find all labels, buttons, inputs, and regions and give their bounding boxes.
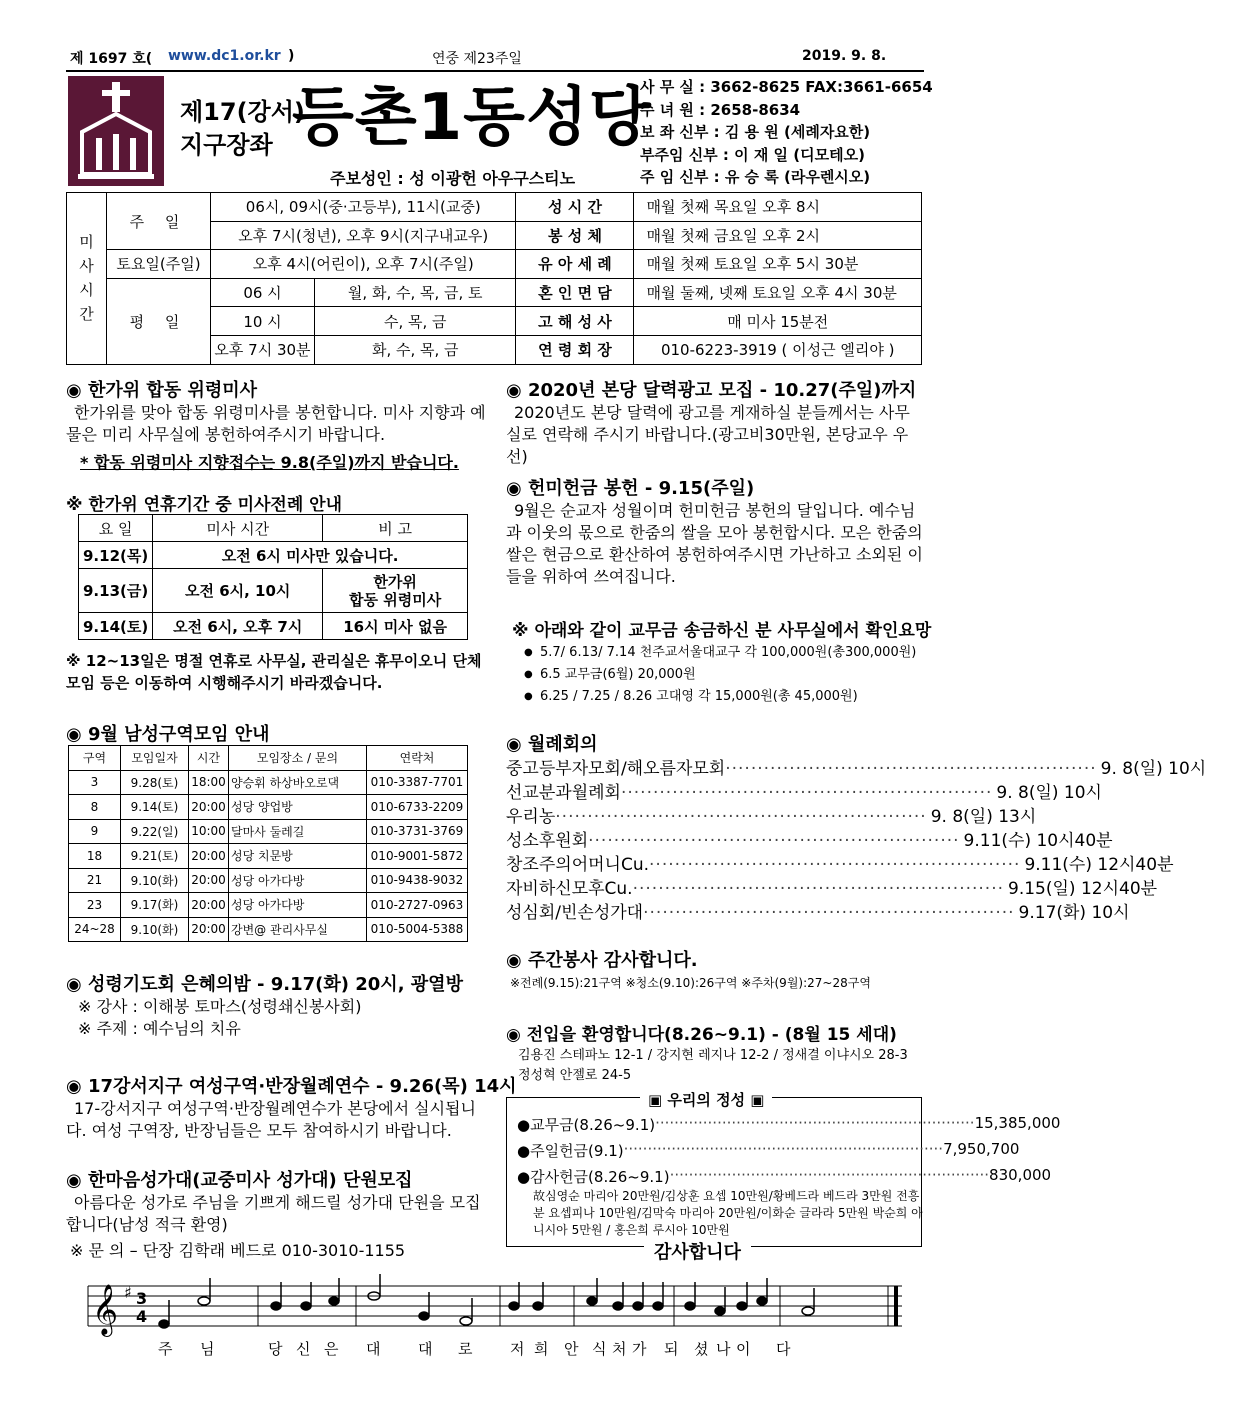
offering-amount: 830,000 bbox=[989, 1166, 1052, 1184]
holiday-mass-table bbox=[78, 514, 468, 640]
meeting-name: 우리농 bbox=[506, 807, 556, 827]
meeting-when: 9. 8(일) 10시 bbox=[1100, 759, 1207, 779]
meeting-when: 9.17(화) 10시 bbox=[1018, 903, 1130, 923]
group-cell: 9.17(화) bbox=[121, 893, 189, 918]
svg-text:3: 3 bbox=[136, 1289, 148, 1308]
contact-pastor: 주 임 신부 : 유 승 록 (라우렌시오) bbox=[640, 168, 871, 187]
lyric-syllable: 저 bbox=[510, 1340, 525, 1358]
meeting-name: 성심회/빈손성가대 bbox=[506, 903, 644, 923]
lyric-syllable: 나 bbox=[716, 1340, 731, 1358]
group-head-area: 구역 bbox=[69, 746, 121, 771]
district-label bbox=[180, 96, 305, 162]
group-cell: 20:00 bbox=[189, 893, 229, 918]
weekday-days-0: 월, 화, 수, 목, 금, 토 bbox=[315, 278, 516, 307]
lyric-syllable: 셨 bbox=[694, 1340, 709, 1358]
service-title: ◉ 주간봉사 감사합니다. bbox=[506, 950, 698, 971]
meeting-name: 중고등부자모회/해오름자모회 bbox=[506, 759, 726, 779]
choir-text: 아름다운 성가로 주님을 기쁘게 해드릴 성가대 단원을 모집합니다(남성 적극 환영) bbox=[66, 1193, 481, 1234]
holiday-head-day: 요 일 bbox=[79, 515, 153, 542]
offering-amount: 7,950,700 bbox=[943, 1140, 1020, 1158]
lyric-syllable: 식 bbox=[592, 1340, 607, 1358]
group-cell: 23 bbox=[69, 893, 121, 918]
table-row bbox=[69, 893, 468, 918]
prayer-theme: ※ 주제 : 예수님의 치유 bbox=[78, 1019, 241, 1038]
group-cell: 010-3387-7701 bbox=[367, 770, 468, 795]
lyric-syllable: 희 bbox=[534, 1340, 549, 1358]
right-label-0: 성 시 간 bbox=[516, 193, 634, 222]
group-head-time: 시간 bbox=[189, 746, 229, 771]
meeting-name: 성소후원회 bbox=[506, 831, 589, 851]
weekday-label: 평 일 bbox=[107, 278, 211, 364]
right-label-2: 유 아 세 례 bbox=[516, 250, 634, 279]
list-item: ● 5.7/ 6.13/ 7.14 천주교서울대교구 각 100,000원(총300,000원) bbox=[522, 642, 924, 664]
group-head-place: 모임장소 / 문의 bbox=[229, 746, 367, 771]
right-value-1: 매월 첫째 금요일 오후 2시 bbox=[634, 221, 922, 250]
group-cell: 성당 아가다방 bbox=[229, 893, 367, 918]
meeting-when: 9.15(일) 12시40분 bbox=[1008, 879, 1158, 899]
offering-box bbox=[506, 1097, 1061, 1247]
group-cell: 20:00 bbox=[189, 844, 229, 869]
svg-text:𝄞: 𝄞 bbox=[92, 1284, 119, 1335]
dues-title: ※ 아래와 같이 교무금 송금하신 분 사무실에서 확인요망 bbox=[512, 621, 932, 641]
district-line-2: 지구장좌 bbox=[180, 131, 273, 159]
table-row bbox=[69, 844, 468, 869]
lyric-syllable: 이 bbox=[736, 1340, 751, 1358]
issue-url[interactable]: www.dc1.or.kr bbox=[168, 48, 281, 64]
table-row bbox=[69, 868, 468, 893]
welcome-title: ◉ 전입을 환영합니다(8.26~9.1) - (8월 15 세대) bbox=[506, 1025, 897, 1045]
offering-note: 故심영순 마리아 20만원/김상훈 요셉 10만원/황베드라 베드라 3만원 전흥분 요셉피나 10만원/김막숙 마리아 20만원/이화순 글라라 5만원 박순희 아니시아 5만원 / 홍은희 루시아 10만원 bbox=[533, 1189, 923, 1237]
holiday-time-2: 오전 6시, 오후 7시 bbox=[153, 613, 323, 640]
choir-contact: ※ 문 의 – 단장 김학래 베드로 010-3010-1155 bbox=[70, 1241, 406, 1260]
lyric-syllable: 가 bbox=[632, 1340, 647, 1358]
right-value-3: 매월 둘째, 넷째 토요일 오후 4시 30분 bbox=[634, 278, 922, 307]
meeting-name: 자비하신모후Cu. bbox=[506, 879, 633, 899]
group-cell: 9.14(토) bbox=[121, 795, 189, 820]
issue-url-close: ) bbox=[288, 48, 295, 64]
mass-side-label: 미 사 시 간 bbox=[67, 193, 107, 365]
table-row bbox=[69, 917, 468, 942]
group-cell: 10:00 bbox=[189, 819, 229, 844]
calendar-title: ◉ 2020년 본당 달력광고 모집 - 10.27(주일)까지 bbox=[506, 380, 917, 401]
holiday-day-2: 9.14(토) bbox=[79, 613, 153, 640]
holiday-head-time: 미사 시간 bbox=[153, 515, 323, 542]
offering-row: ●교무금(8.26~9.1) ··································································· 15,385,000 bbox=[517, 1114, 1061, 1134]
group-cell: 010-2727-0963 bbox=[367, 893, 468, 918]
list-item: 선교분과월례회 ·························································· 9. 8(일) 10시 bbox=[506, 781, 922, 805]
lyric-syllable: 주 bbox=[158, 1340, 173, 1358]
thanks-label: 감사합니다 bbox=[644, 1238, 751, 1264]
group-title: ◉ 9월 남성구역모임 안내 bbox=[66, 724, 270, 745]
church-name: 등촌1동성당 bbox=[292, 81, 652, 155]
prayer-title: ◉ 성령기도회 은혜의밤 - 9.17(화) 20시, 광열방 bbox=[66, 974, 463, 995]
group-cell: 8 bbox=[69, 795, 121, 820]
offering-amount: 15,385,000 bbox=[974, 1114, 1061, 1132]
offering-title: ▣ 우리의 정성 ▣ bbox=[640, 1089, 772, 1110]
meeting-when: 9.11(수) 12시40분 bbox=[1024, 855, 1174, 875]
rice-text: 9월은 순교자 성월이며 헌미헌금 봉헌의 달입니다. 예수님과 이웃의 몫으로 한줌의 쌀을 모아 봉헌합시다. 모은 한줌의 쌀은 현금으로 환산하여 봉헌하여주시면 가난하고 소외된 이들을 위하여 쓰여집니다. bbox=[506, 501, 923, 586]
list-item: ● 6.25 / 7.25 / 8.26 고대영 각 15,000원(총 45,000원) bbox=[522, 686, 924, 708]
svg-text:♯: ♯ bbox=[124, 1283, 132, 1302]
group-cell: 010-9438-9032 bbox=[367, 868, 468, 893]
saturday-label: 토요일(주일) bbox=[107, 250, 211, 279]
mass-schedule-table bbox=[66, 192, 922, 365]
contact-list bbox=[640, 76, 933, 189]
group-cell: 성당 양업방 bbox=[229, 795, 367, 820]
list-item: 창조주의어머니Cu. ·························································· 9.11(수) 12시40분 bbox=[506, 855, 1174, 875]
group-cell: 21 bbox=[69, 868, 121, 893]
group-meeting-table bbox=[68, 745, 468, 942]
holiday-head-note: 비 고 bbox=[323, 515, 468, 542]
group-cell: 18 bbox=[69, 844, 121, 869]
group-cell: 20:00 bbox=[189, 795, 229, 820]
holiday-note-1: 한가위 합동 위령미사 bbox=[323, 569, 468, 613]
rice-title: ◉ 헌미헌금 봉헌 - 9.15(주일) bbox=[506, 478, 755, 499]
holiday-note-2: 16시 미사 없음 bbox=[323, 613, 468, 640]
weekday-days-1: 수, 목, 금 bbox=[315, 307, 516, 336]
svg-text:4: 4 bbox=[136, 1307, 148, 1326]
lyric-syllable: 처 bbox=[612, 1340, 627, 1358]
list-item: ● 6.5 교무금(6월) 20,000원 bbox=[522, 664, 924, 686]
holiday-time-0: 오전 6시 미사만 있습니다. bbox=[153, 542, 468, 569]
right-label-4: 고 해 성 사 bbox=[516, 307, 634, 336]
right-label-1: 봉 성 체 bbox=[516, 221, 634, 250]
holiday-day-0: 9.12(목) bbox=[79, 542, 153, 569]
weekday-time-2: 오후 7시 30분 bbox=[211, 335, 315, 364]
prayer-speaker: ※ 강사 : 이해봉 토마스(성령쇄신봉사회) bbox=[78, 997, 362, 1016]
group-head-contact: 연락처 bbox=[367, 746, 468, 771]
list-item: 성심회/빈손성가대 ·························································· 9.17(화) 10시 bbox=[506, 901, 922, 925]
lyric-syllable: 은 bbox=[324, 1340, 339, 1358]
lyric-syllable: 님 bbox=[200, 1340, 215, 1358]
offering-name: ●감사헌금(8.26~9.1) bbox=[517, 1168, 670, 1186]
group-cell: 20:00 bbox=[189, 917, 229, 942]
right-label-3: 혼 인 면 담 bbox=[516, 278, 634, 307]
lyric-syllable: 신 bbox=[296, 1340, 311, 1358]
lyric-syllable: 로 bbox=[458, 1340, 473, 1358]
lyric-syllable: 대 bbox=[418, 1340, 433, 1358]
table-row bbox=[69, 770, 468, 795]
right-value-4: 매 미사 15분전 bbox=[634, 307, 922, 336]
weekday-time-0: 06 시 bbox=[211, 278, 315, 307]
group-cell: 010-9001-5872 bbox=[367, 844, 468, 869]
table-row bbox=[69, 795, 468, 820]
calendar-text: 2020년도 본당 달력에 광고를 게재하실 분들께서는 사무실로 연락해 주시기 바랍니다.(광고비30만원, 본당교우 우선) bbox=[506, 403, 910, 466]
women-text: 17-강서지구 여성구역·반장월례연수가 본당에서 실시됩니다. 여성 구역장, 반장님들은 모두 참여하시기 바랍니다. bbox=[66, 1099, 476, 1140]
sunday-label: 주 일 bbox=[107, 193, 211, 250]
meeting-name: 선교분과월례회 bbox=[506, 783, 621, 803]
meeting-when: 9. 8(일) 13시 bbox=[930, 807, 1037, 827]
group-cell: 010-6733-2209 bbox=[367, 795, 468, 820]
issue-number: 제 1697 호( bbox=[70, 51, 153, 67]
group-cell: 20:00 bbox=[189, 868, 229, 893]
dues-list bbox=[506, 642, 924, 708]
holiday-note: ※ 12~13일은 명절 연휴로 사무실, 관리실은 휴무이오니 단체모임 등은 이동하여 시행해주시기 바라겠습니다. bbox=[66, 652, 482, 692]
meeting-name: 창조주의어머니Cu. bbox=[506, 855, 650, 875]
group-cell: 달마사 둘레길 bbox=[229, 819, 367, 844]
weekday-days-2: 화, 수, 목, 금 bbox=[315, 335, 516, 364]
women-title: ◉ 17강서지구 여성구역·반장월례연수 - 9.26(목) 14시 bbox=[66, 1076, 517, 1097]
chuseok-title: ◉ 한가위 합동 위령미사 bbox=[66, 380, 257, 401]
group-cell: 강변@ 관리사무실 bbox=[229, 917, 367, 942]
group-cell: 9.21(토) bbox=[121, 844, 189, 869]
contact-assistant-priest: 보 좌 신부 : 김 용 원 (세례자요한) bbox=[640, 123, 871, 142]
right-value-2: 매월 첫째 토요일 오후 5시 30분 bbox=[634, 250, 922, 279]
patron-saint: 주보성인 : 성 이광헌 아우구스티노 bbox=[330, 169, 576, 188]
meeting-list bbox=[506, 757, 1207, 925]
list-item: 중고등부자모회/해오름자모회 ·························································· 9. 8(일) 10시 bbox=[506, 757, 922, 781]
meeting-when: 9. 8(일) 10시 bbox=[996, 783, 1102, 803]
lyric-syllable: 대 bbox=[366, 1340, 381, 1358]
district-line-1: 제17(강서) bbox=[180, 98, 305, 126]
group-cell: 18:00 bbox=[189, 770, 229, 795]
holiday-time-1: 오전 6시, 10시 bbox=[153, 569, 323, 613]
table-row bbox=[69, 819, 468, 844]
liturgical-week: 연중 제23주일 bbox=[432, 51, 522, 67]
offering-name: ●교무금(8.26~9.1) bbox=[517, 1116, 656, 1134]
list-item: 자비하신모후Cu. ·························································· 9.15(일) 12시40분 bbox=[506, 879, 1158, 899]
group-cell: 9.10(화) bbox=[121, 868, 189, 893]
holiday-title: ※ 한가위 연휴기간 중 미사전례 안내 bbox=[66, 495, 343, 515]
list-item: 성소후원회 ·························································· 9.11(수) 10시40분 bbox=[506, 831, 1113, 851]
chuseok-text: 한가위를 맞아 합동 위령미사를 봉헌합니다. 미사 지향과 예물은 미리 사무실에 봉헌하여주시기 바랍니다. bbox=[66, 403, 486, 444]
group-head-date: 모임일자 bbox=[121, 746, 189, 771]
group-cell: 9.10(화) bbox=[121, 917, 189, 942]
contact-convent: 수 녀 원 : 2658-8634 bbox=[640, 100, 801, 119]
chuseok-note: * 합동 위령미사 지향접수는 9.8(주일)까지 받습니다. bbox=[80, 453, 459, 472]
sunday-times-1: 06시, 09시(중·고등부), 11시(교중) bbox=[211, 193, 516, 222]
meeting-title: ◉ 월례회의 bbox=[506, 734, 598, 755]
issue-header bbox=[70, 48, 922, 70]
header-rule bbox=[66, 70, 924, 72]
group-cell: 9.22(일) bbox=[121, 819, 189, 844]
group-cell: 양승휘 하상바오로댁 bbox=[229, 770, 367, 795]
sunday-times-2: 오후 7시(청년), 오후 9시(지구내교우) bbox=[211, 221, 516, 250]
right-label-5: 연 령 회 장 bbox=[516, 335, 634, 364]
right-value-0: 매월 첫째 목요일 오후 8시 bbox=[634, 193, 922, 222]
lyric-syllable: 되 bbox=[664, 1340, 679, 1358]
choir-title: ◉ 한마음성가대(교중미사 성가대) 단원모집 bbox=[66, 1170, 413, 1191]
group-cell: 3 bbox=[69, 770, 121, 795]
list-item: 우리농 ·························································· 9. 8(일) 13시 bbox=[506, 805, 922, 829]
group-cell: 010-3731-3769 bbox=[367, 819, 468, 844]
contact-office: 사 무 실 : 3662-8625 FAX:3661-6654 bbox=[640, 78, 933, 96]
group-cell: 24~28 bbox=[69, 917, 121, 942]
group-cell: 성당 치문방 bbox=[229, 844, 367, 869]
lyric-syllable: 다 bbox=[776, 1340, 791, 1358]
holiday-day-1: 9.13(금) bbox=[79, 569, 153, 613]
lyric-syllable: 안 bbox=[564, 1340, 579, 1358]
contact-associate-priest: 부주임 신부 : 이 재 일 (디모테오) bbox=[640, 145, 865, 164]
meeting-when: 9.11(수) 10시40분 bbox=[963, 831, 1113, 851]
group-cell: 010-5004-5388 bbox=[367, 917, 468, 942]
saturday-times: 오후 4시(어린이), 오후 7시(주일) bbox=[211, 250, 516, 279]
group-cell: 9 bbox=[69, 819, 121, 844]
group-cell: 9.28(토) bbox=[121, 770, 189, 795]
service-text: ※전례(9.15):21구역 ※청소(9.10):26구역 ※주차(9월):27~28구역 bbox=[510, 976, 871, 990]
church-logo bbox=[68, 76, 164, 186]
weekday-time-1: 10 시 bbox=[211, 307, 315, 336]
offering-row: ●주일헌금(9.1) ··································································· 7,950,700 bbox=[517, 1140, 1020, 1160]
issue-date: 2019. 9. 8. bbox=[802, 48, 887, 64]
group-cell: 성당 아가다방 bbox=[229, 868, 367, 893]
offering-name: ●주일헌금(9.1) bbox=[517, 1142, 624, 1160]
welcome-text: 김용진 스테파노 12-1 / 강지현 레지나 12-2 / 정새결 이냐시오 28-3 정성혁 안젤로 24-5 bbox=[518, 1048, 908, 1083]
hymn-staff bbox=[88, 1278, 902, 1338]
lyric-syllable: 당 bbox=[268, 1340, 283, 1358]
right-value-5: 010-6223-3919 ( 이성근 엘리야 ) bbox=[634, 335, 922, 364]
offering-row: ●감사헌금(8.26~9.1) ··································································· 830,000 bbox=[517, 1166, 1052, 1186]
